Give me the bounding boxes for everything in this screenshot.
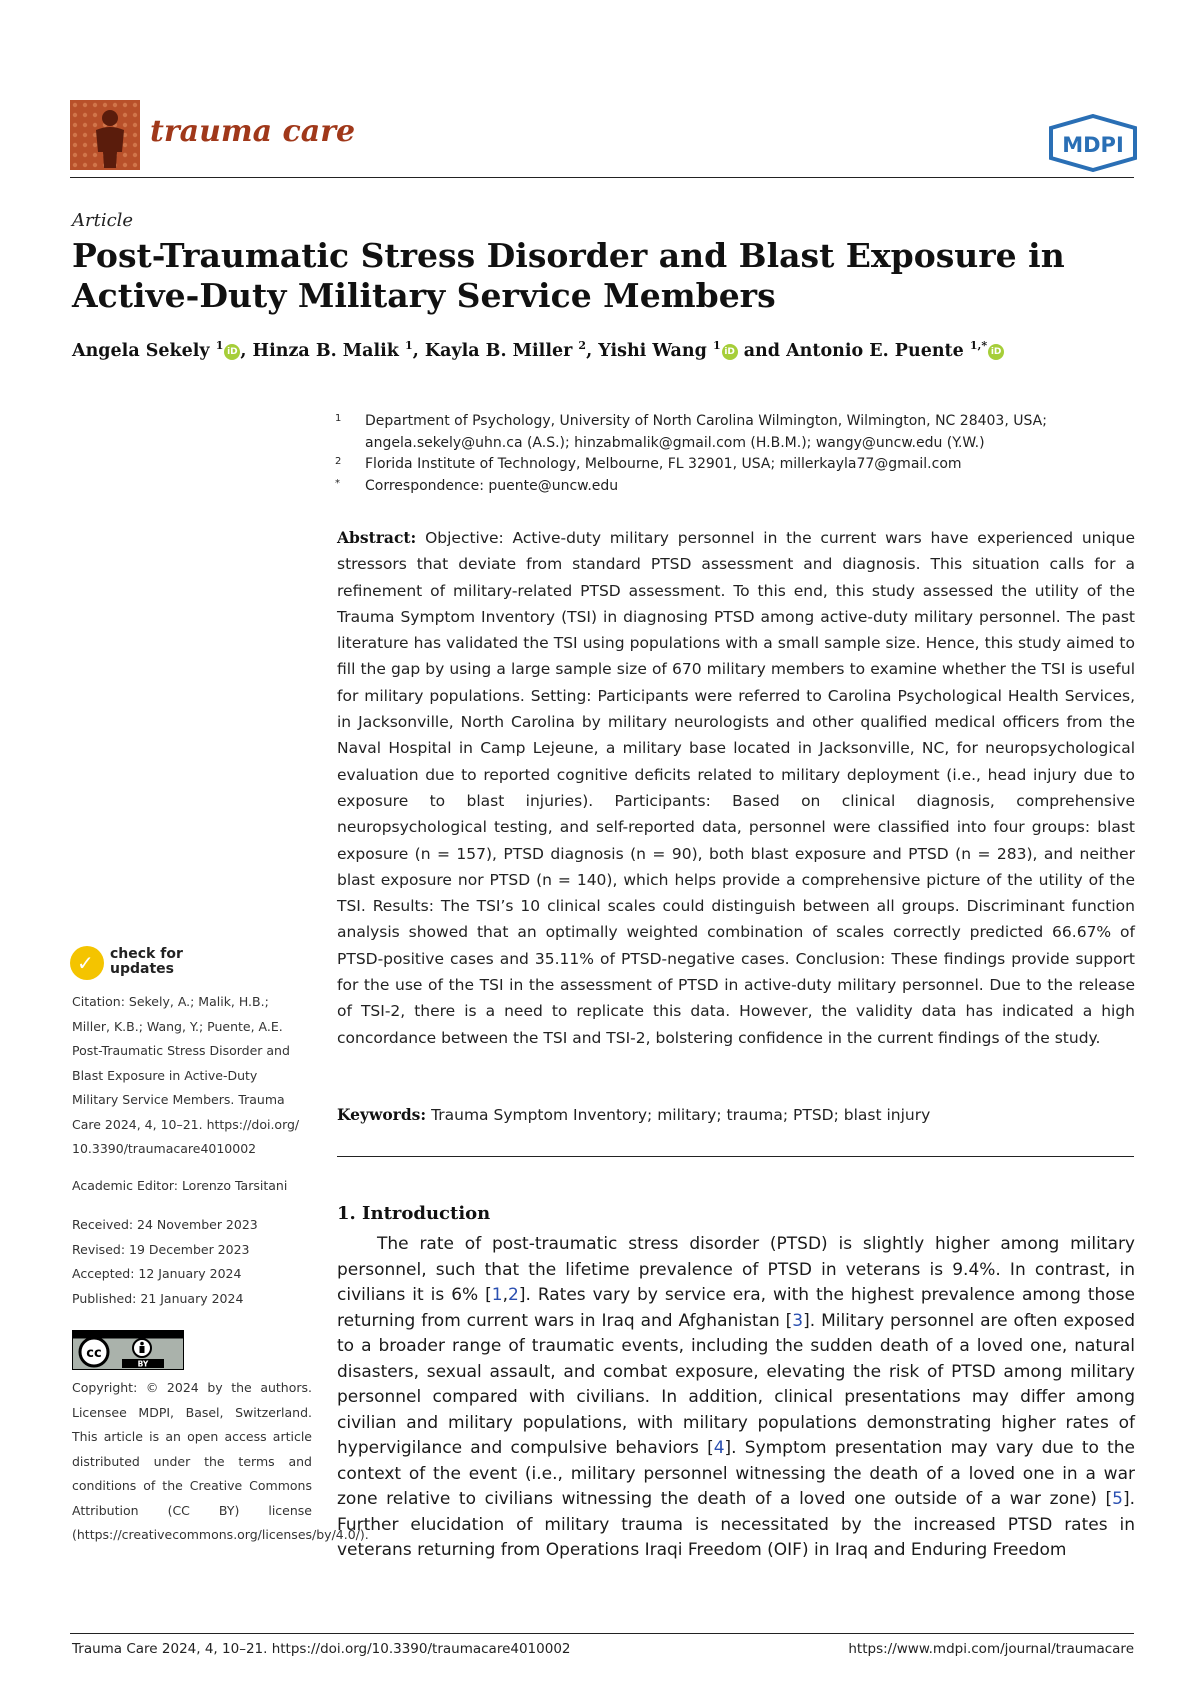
- affiliation-text: Department of Psychology, University of North Carolina Wilmington, Wilmington, NC 28403, USA;: [365, 413, 1047, 429]
- affiliation-text: angela.sekely@uhn.ca (A.S.); hinzabmalik@gmail.com (H.B.M.); wangy@uncw.edu (Y.W.): [365, 434, 985, 451]
- reference-link[interactable]: 3: [792, 1310, 804, 1331]
- mdpi-logo-icon: [1047, 114, 1139, 172]
- date-line: Accepted: 12 January 2024: [72, 1266, 242, 1281]
- citation-line: Post-Traumatic Stress Disorder and: [72, 1043, 290, 1058]
- affiliation-row: [335, 476, 1135, 498]
- citation-line: Blast Exposure in Active-Duty: [72, 1067, 258, 1083]
- date-line: Published: 21 January 2024: [72, 1290, 244, 1306]
- reference-link[interactable]: 4: [713, 1438, 725, 1458]
- copyright-notice: Copyright: © 2024 by the authors. Licensee MDPI, Basel, Switzerland. This article is an open access article distributed under the terms and conditions of the Creative Commons Attribution (CC BY) license (https://creativecommons.org/licenses/by/4.0/).: [72, 1380, 369, 1542]
- article-type: Article: [72, 210, 134, 231]
- reference-link[interactable]: 1: [491, 1285, 503, 1305]
- abstract: [337, 525, 1135, 1051]
- footer-journal-url[interactable]: https://www.mdpi.com/journal/traumacare: [848, 1641, 1134, 1657]
- publication-dates: [72, 1213, 312, 1311]
- affiliation-row: [335, 454, 1135, 476]
- author-separator: ,: [586, 340, 599, 361]
- article-title: Post-Traumatic Stress Disorder and Blast Exposure in Active-Duty Military Service Members: [72, 236, 1065, 315]
- author-name: Angela Sekely: [72, 340, 210, 361]
- introduction-text: ]. Rates vary by service era, with the highest prevalence among those returning from current wars in Iraq and Afghanistan [: [337, 1285, 1135, 1331]
- author-affiliation-mark: 2: [578, 339, 587, 352]
- introduction-text: ]. Symptom presentation may vary due to the context of the event (i.e., military personnel witnessing the death of a loved one in a war zone relative to civilians witnessing the death of a loved one outside of a war zone) [: [337, 1438, 1135, 1509]
- affiliation-mark: *: [335, 477, 340, 489]
- citation-line: Citation: Sekely, A.; Malik, H.B.;: [72, 994, 269, 1009]
- author-separator: ,: [412, 340, 425, 361]
- affiliation-text: Florida Institute of Technology, Melbourne, FL 32901, USA; millerkayla77@gmail.com: [365, 456, 962, 472]
- affiliation-text: Correspondence: puente@uncw.edu: [365, 477, 619, 494]
- author-name: Yishi Wang: [598, 340, 707, 361]
- license-badge-text: BY: [137, 1359, 149, 1369]
- citation-line: 10.3390/traumacare4010002: [72, 1141, 257, 1156]
- introduction-text: The rate of post-traumatic stress disorder (PTSD) is slightly higher among military personnel, such that the lifetime prevalence of PTSD in veterans is 9.4%. In contrast, in civilians it is 6% [: [337, 1234, 1135, 1305]
- academic-editor: Academic Editor: Lorenzo Tarsitani: [72, 1178, 288, 1193]
- footer-citation: Trauma Care 2024, 4, 10–21. https://doi.org/10.3390/traumacare4010002: [72, 1641, 571, 1657]
- abstract-label: Abstract:: [337, 528, 417, 547]
- keywords-label: Keywords:: [337, 1105, 427, 1124]
- affiliation-row: [335, 433, 1135, 455]
- journal-logo-icon: [70, 100, 140, 170]
- author-affiliation-mark: 1: [405, 339, 413, 352]
- footer-divider: [70, 1633, 1134, 1634]
- citation-block: [72, 990, 312, 1162]
- author-list: [72, 339, 1132, 361]
- orcid-icon[interactable]: iD: [988, 344, 1004, 360]
- orcid-icon[interactable]: iD: [224, 344, 240, 360]
- header-divider: [70, 177, 1134, 178]
- reference-link[interactable]: 2: [508, 1285, 519, 1305]
- introduction-text: ]. Military personnel are often exposed to a broader range of traumatic events, including the sudden death of a loved one, natural disasters, sexual assault, and combat exposure, elevating the risk of PTSD among military personnel compared with civilians. In addition, clinical presentations may differ among civilian and military populations, with military populations demonstrating higher rates of hypervigilance and compulsive behaviors [: [337, 1310, 1135, 1458]
- introduction-paragraph: [337, 1232, 1135, 1564]
- author-name: Hinza B. Malik: [252, 340, 399, 361]
- orcid-icon[interactable]: iD: [722, 344, 738, 360]
- affiliations: [335, 411, 1135, 497]
- check-updates-line-2: updates: [110, 961, 174, 977]
- author-affiliation-mark: 1: [712, 339, 721, 352]
- citation-line: Military Service Members. Trauma: [72, 1092, 285, 1107]
- date-line: Revised: 19 December 2023: [72, 1241, 250, 1257]
- keywords: [337, 1103, 1135, 1127]
- author-affiliation-mark: 1: [215, 339, 224, 352]
- citation-line: Miller, K.B.; Wang, Y.; Puente, A.E.: [72, 1018, 283, 1034]
- author-separator: ,: [240, 340, 253, 361]
- publisher-name: MDPI: [1062, 133, 1124, 157]
- affiliation-row: [335, 411, 1135, 433]
- abstract-divider: [337, 1156, 1134, 1157]
- author-affiliation-mark: 1,*: [969, 339, 988, 352]
- checkmark-icon: ✓: [77, 951, 94, 975]
- affiliation-mark: 1: [335, 413, 342, 424]
- introduction-text: ]. Further elucidation of military trauma is necessitated by the increased PTSD rates in veterans returning from Operations Iraqi Freedom (OIF) in Iraq and Enduring Freedom: [337, 1489, 1135, 1560]
- author-name: Kayla B. Miller: [424, 340, 573, 361]
- date-line: Received: 24 November 2023: [72, 1217, 258, 1232]
- svg-text:cc: cc: [86, 1346, 102, 1361]
- author-separator: and: [737, 340, 787, 361]
- abstract-text: Objective: Active-duty military personnel in the current wars have experienced unique stressors that deviate from standard PTSD assessment and diagnosis. This situation calls for a refinement of military-related PTSD assessment. To this end, this study assessed the utility of the Trauma Symptom Inventory (TSI) in diagnosing PTSD among active-duty military personnel. The past literature has validated the TSI using populations with a small sample size. Hence, this study aimed to fill the gap by using a large sample size of 670 military members to examine whether the TSI is useful for military populations. Setting: Participants were referred to Carolina Psychological Health Services, in Jacksonville, North Carolina by military neurologists and other qualified medical officers from the Naval Hospital in Camp Lejeune, a military base located in Jacksonville, NC, for neuropsychological evaluation due to reported cognitive deficits related to military deployment (i.e., head injury due to exposure to blast injuries). Participants: Based on clinical diagnosis, comprehensive neuropsychological testing, and self-reported data, personnel were classified into four groups: blast exposure (n = 157), PTSD diagnosis (n = 90), both blast exposure and PTSD (n = 283), and neither blast exposure nor PTSD (n = 140), which helps provide a comprehensive picture of the utility of the TSI. Results: The TSI’s 10 clinical scales could distinguish between all groups. Discriminant function analysis showed that an optimally weighted combination of scales correctly predicted 66.67% of PTSD-positive cases and 35.11% of PTSD-negative cases. Conclusion: These findings provide support for the use of the TSI in the assessment of PTSD in active-duty military personnel. Due to the release of TSI-2, there is a need to replicate this data. However, the validity data has indicated a high concordance between the TSI and TSI-2, bolstering confidence in the current findings of the study.: [337, 529, 1135, 1047]
- affiliation-mark: 2: [335, 456, 342, 467]
- check-updates-line-1: check for: [110, 946, 183, 962]
- journal-name: trauma care: [150, 114, 356, 149]
- citation-line: Care 2024, 4, 10–21. https://doi.org/: [72, 1116, 300, 1132]
- cc-by-license-icon[interactable]: [72, 1330, 184, 1370]
- author-name: Antonio E. Puente: [786, 340, 964, 361]
- section-heading: 1. Introduction: [337, 1203, 491, 1224]
- introduction-text: ,: [502, 1285, 508, 1305]
- reference-link[interactable]: 5: [1112, 1489, 1123, 1509]
- keywords-text: Trauma Symptom Inventory; military; trauma; PTSD; blast injury: [431, 1106, 931, 1124]
